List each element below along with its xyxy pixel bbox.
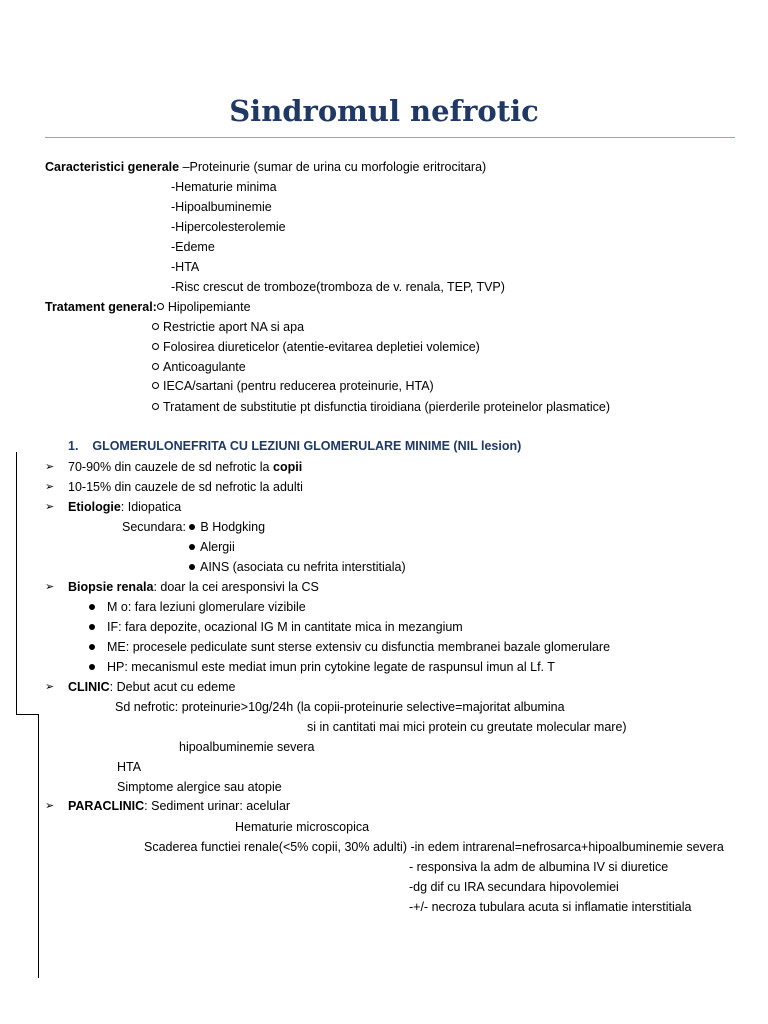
caracteristici-item: -Hipoalbuminemie [171,200,272,214]
tratament-row [152,399,610,415]
arrow-bullet-icon: ➢ [45,481,55,493]
paraclinic-detail: Hematurie microscopica [235,820,370,834]
dot-bullet-icon [89,624,95,630]
clinic-detail: Simptome alergice sau atopie [117,780,282,794]
tratament-item: Tratament de substitutie pt disfunctia tiroidiana (pierderile proteinelor plasmatice) [163,400,610,414]
secundara-row [189,539,235,555]
biopsie-item: ME: procesele pediculate sunt sterse extensiv cu disfunctia membranei bazale glomerulare [107,640,611,654]
paraclinic-detail: - responsiva la adm de albumina IV si diuretice [409,860,669,874]
paraclinic-label: PARACLINIC [68,799,145,813]
tratament-row [152,378,434,394]
tratament-item: Restrictie aport NA si apa [163,320,305,334]
section-heading [68,438,521,454]
biopsie-label: Biopsie renala [68,580,154,594]
caracteristici-first: –Proteinurie (sumar de urina cu morfologie eritrocitara) [182,160,487,174]
section-number: 1. [68,439,79,453]
biopsie-text: : doar la cei aresponsivi la CS [153,580,319,594]
caracteristici-item: -Risc crescut de tromboze(tromboza de v. renala, TEP, TVP) [171,280,505,294]
arrow-bullet-icon: ➢ [45,501,55,513]
arrow-bullet-icon: ➢ [45,800,55,812]
tratament-item: Folosirea diureticelor (atentie-evitarea depletiei volemice) [163,340,480,354]
circle-bullet-icon [152,403,159,410]
etiologie-label: Etiologie [68,500,121,514]
biopsie-row [89,639,610,655]
caracteristici-item: -Edeme [171,240,215,254]
clinic-detail: Sd nefrotic: proteinurie>10g/24h (la copii-proteinurie selective=majoritat albumina [115,700,565,714]
biopsie-item: HP: mecanismul este mediat imun prin cytokine legate de raspunsul imun al Lf. T [107,660,555,674]
tratament-item: IECA/sartani (pentru reducerea proteinurie, HTA) [163,379,434,393]
circle-bullet-icon [152,363,159,370]
paraclinic-text: : Sediment urinar: acelular [144,799,291,813]
biopsie-line [68,579,319,595]
biopsie-row [89,619,463,635]
clinic-detail: hipoalbuminemie severa [179,740,315,754]
copii-line [68,459,302,475]
margin-bracket-step [16,714,38,715]
etiologie-text: : Idiopatica [120,500,182,514]
secundara-item: AINS (asociata cu nefrita interstitiala) [200,560,406,574]
biopsie-row [89,659,555,675]
arrow-bullet-icon: ➢ [45,581,55,593]
dot-bullet-icon [89,664,95,670]
secundara-row [189,559,406,575]
biopsie-item: IF: fara depozite, ocazional IG M in cantitate mica in mezangium [107,620,463,634]
page-title: Sindromul nefrotic [229,94,539,128]
secundara-item: Alergii [200,540,235,554]
circle-bullet-icon [157,303,164,310]
caracteristici-item: -Hipercolesterolemie [171,220,286,234]
etiologie-line [68,499,181,515]
tratament-item: Anticoagulante [163,360,246,374]
arrow-bullet-icon: ➢ [45,681,55,693]
paraclinic-detail: -+/- necroza tubulara acuta si inflamatie interstitiala [409,900,692,914]
paraclinic-detail: Scaderea functiei renale(<5% copii, 30% adulti) -in edem intrarenal=nefrosarca+hipoalbuminemie severa [144,840,724,854]
adulti-line: 10-15% din cauzele de sd nefrotic la adulti [68,480,303,494]
tratament-row [152,339,480,355]
copii-text: 70-90% din cauzele de sd nefrotic la [68,460,273,474]
secundara-item: B Hodgking [200,520,266,534]
clinic-line [68,679,235,695]
caracteristici-label: Caracteristici generale [45,160,180,174]
dot-bullet-icon [89,644,95,650]
circle-bullet-icon [152,323,159,330]
caracteristici-item: -HTA [171,260,200,274]
margin-bracket-lower [38,714,39,978]
circle-bullet-icon [152,343,159,350]
dot-bullet-icon [189,544,195,550]
biopsie-row [89,599,306,615]
clinic-label: CLINIC [68,680,110,694]
tratament-item: Hipolipemiante [167,300,251,314]
caracteristici-line [45,159,486,175]
tratament-label: Tratament general: [45,300,157,314]
title-underline [45,137,735,138]
clinic-detail: HTA [117,760,142,774]
secundara-line [122,519,265,535]
arrow-bullet-icon: ➢ [45,461,55,473]
clinic-detail: si in cantitati mai mici protein cu greutate molecular mare) [307,720,627,734]
paraclinic-line [68,798,290,814]
tratament-row [152,359,246,375]
margin-bracket-upper [16,452,17,714]
tratament-row [152,319,304,335]
tratament-line [45,299,251,315]
paraclinic-detail: -dg dif cu IRA secundara hipovolemiei [409,880,619,894]
secundara-label: Secundara: [122,520,190,534]
copii-bold: copii [273,460,303,474]
dot-bullet-icon [189,564,195,570]
dot-bullet-icon [189,524,195,530]
biopsie-item: M o: fara leziuni glomerulare vizibile [107,600,306,614]
circle-bullet-icon [152,382,159,389]
dot-bullet-icon [89,604,95,610]
clinic-text: : Debut acut cu edeme [109,680,236,694]
caracteristici-item: -Hematurie minima [171,180,277,194]
section-title: GLOMERULONEFRITA CU LEZIUNI GLOMERULARE MINIME (NIL lesion) [92,439,522,453]
